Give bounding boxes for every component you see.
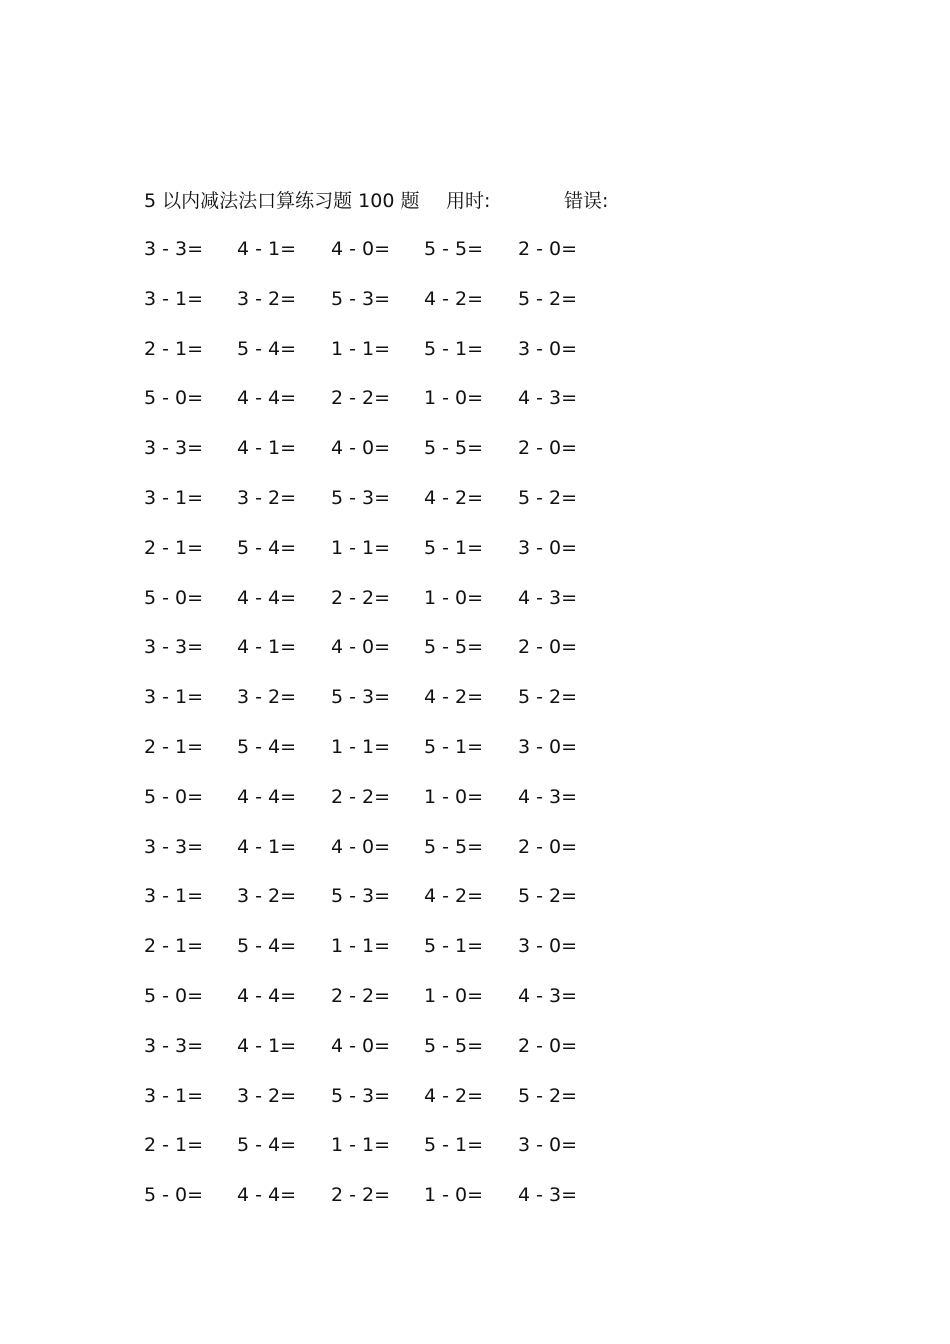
problem-item: 5 - 3= [331,885,391,908]
problem-item: 4 - 3= [518,1184,578,1207]
problem-item: 5 - 4= [237,536,297,559]
problem-item: 3 - 0= [518,935,578,958]
problem-item: 5 - 2= [518,1084,578,1107]
problem-item: 3 - 3= [144,437,204,460]
problem-item: 1 - 1= [331,935,391,958]
problem-item: 1 - 0= [424,586,484,609]
problem-item: 1 - 1= [331,1134,391,1157]
problem-item: 4 - 1= [237,238,297,260]
problem-row [144,433,624,483]
problem-row [144,782,624,832]
problem-item: 3 - 1= [144,1084,204,1107]
problem-item: 1 - 0= [424,785,484,808]
problem-item: 4 - 4= [237,387,297,410]
problem-item: 5 - 5= [424,835,484,858]
problem-item: 5 - 0= [144,785,204,808]
problem-row [144,383,624,433]
problem-item: 3 - 1= [144,287,204,310]
problem-item: 4 - 4= [237,1184,297,1207]
problem-grid [144,234,624,1230]
problem-item: 4 - 2= [424,1084,484,1107]
problem-row [144,334,624,384]
problem-item: 2 - 0= [518,636,578,659]
problem-item: 5 - 2= [518,287,578,310]
problem-item: 5 - 1= [424,337,484,360]
problem-row [144,1081,624,1131]
problem-item: 5 - 4= [237,735,297,758]
problem-row [144,284,624,334]
problem-item: 2 - 1= [144,735,204,758]
problem-item: 5 - 1= [424,1134,484,1157]
problem-item: 4 - 3= [518,586,578,609]
problem-item: 3 - 3= [144,238,204,260]
worksheet-title: 5 以内减法法口算练习题 100 题 [144,190,420,212]
problem-row [144,1180,624,1230]
problem-item: 3 - 2= [237,486,297,509]
problem-item: 4 - 0= [331,238,391,260]
problem-row [144,931,624,981]
problem-item: 4 - 2= [424,885,484,908]
problem-row [144,732,624,782]
problem-item: 4 - 3= [518,785,578,808]
problem-item: 5 - 0= [144,586,204,609]
errors-label: 错误: [564,190,609,212]
problem-item: 4 - 1= [237,437,297,460]
problem-item: 3 - 3= [144,1034,204,1057]
problem-item: 3 - 3= [144,835,204,858]
problem-item: 2 - 0= [518,238,578,260]
problem-item: 1 - 1= [331,337,391,360]
problem-item: 4 - 3= [518,387,578,410]
problem-item: 5 - 3= [331,686,391,709]
problem-item: 3 - 2= [237,1084,297,1107]
problem-item: 5 - 5= [424,437,484,460]
problem-item: 3 - 0= [518,337,578,360]
problem-item: 5 - 4= [237,935,297,958]
time-used-label: 用时: [446,190,491,212]
problem-item: 4 - 2= [424,686,484,709]
problem-item: 3 - 2= [237,287,297,310]
problem-item: 5 - 2= [518,885,578,908]
problem-item: 4 - 0= [331,636,391,659]
problem-row [144,1130,624,1180]
problem-item: 3 - 1= [144,486,204,509]
problem-item: 5 - 4= [237,1134,297,1157]
problem-item: 5 - 2= [518,486,578,509]
problem-item: 3 - 1= [144,686,204,709]
problem-item: 4 - 4= [237,785,297,808]
problem-item: 3 - 0= [518,735,578,758]
problem-item: 3 - 3= [144,636,204,659]
problem-item: 2 - 0= [518,437,578,460]
problem-item: 5 - 0= [144,387,204,410]
problem-row [144,583,624,633]
problem-item: 3 - 0= [518,1134,578,1157]
problem-item: 1 - 0= [424,387,484,410]
problem-item: 4 - 2= [424,486,484,509]
problem-item: 5 - 1= [424,536,484,559]
problem-item: 2 - 2= [331,387,391,410]
problem-row [144,483,624,533]
problem-item: 1 - 0= [424,1184,484,1207]
problem-item: 2 - 0= [518,1034,578,1057]
problem-item: 5 - 1= [424,735,484,758]
problem-item: 3 - 0= [518,536,578,559]
problem-item: 4 - 1= [237,636,297,659]
problem-item: 2 - 1= [144,1134,204,1157]
problem-item: 2 - 0= [518,835,578,858]
problem-row [144,682,624,732]
problem-row [144,881,624,931]
problem-item: 2 - 2= [331,1184,391,1207]
problem-item: 2 - 2= [331,586,391,609]
problem-item: 4 - 0= [331,1034,391,1057]
problem-item: 5 - 5= [424,1034,484,1057]
problem-row [144,533,624,583]
problem-item: 4 - 3= [518,984,578,1007]
problem-item: 4 - 0= [331,437,391,460]
problem-item: 2 - 2= [331,984,391,1007]
problem-item: 4 - 1= [237,1034,297,1057]
problem-item: 5 - 2= [518,686,578,709]
problem-item: 3 - 2= [237,885,297,908]
problem-item: 4 - 2= [424,287,484,310]
problem-item: 4 - 1= [237,835,297,858]
problem-item: 5 - 5= [424,238,484,260]
problem-item: 4 - 4= [237,586,297,609]
problem-item: 2 - 1= [144,337,204,360]
problem-item: 3 - 1= [144,885,204,908]
problem-item: 1 - 1= [331,536,391,559]
problem-item: 4 - 4= [237,984,297,1007]
problem-item: 2 - 2= [331,785,391,808]
problem-item: 5 - 0= [144,1184,204,1207]
problem-row [144,832,624,882]
problem-item: 1 - 1= [331,735,391,758]
problem-row [144,632,624,682]
problem-item: 5 - 5= [424,636,484,659]
problem-item: 1 - 0= [424,984,484,1007]
problem-item: 2 - 1= [144,536,204,559]
problem-row [144,234,624,284]
problem-item: 5 - 4= [237,337,297,360]
problem-item: 3 - 2= [237,686,297,709]
problem-item: 4 - 0= [331,835,391,858]
problem-item: 2 - 1= [144,935,204,958]
problem-row [144,1031,624,1081]
problem-item: 5 - 3= [331,486,391,509]
problem-item: 5 - 0= [144,984,204,1007]
problem-item: 5 - 3= [331,1084,391,1107]
problem-item: 5 - 1= [424,935,484,958]
problem-row [144,981,624,1031]
problem-item: 5 - 3= [331,287,391,310]
